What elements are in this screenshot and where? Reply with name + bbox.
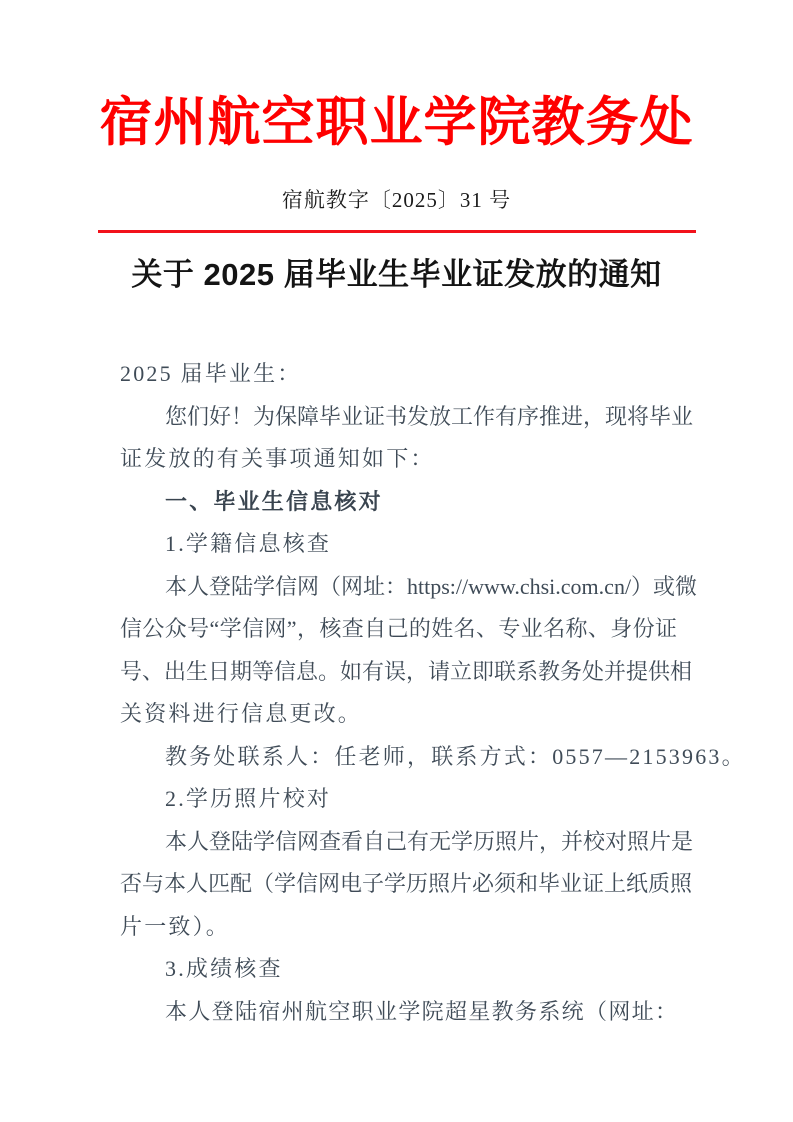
red-divider bbox=[98, 230, 696, 233]
body-line: 教务处联系人：任老师，联系方式：0557—2153963。 bbox=[165, 743, 746, 769]
body-line: 号、出生日期等信息。如有误，请立即联系教务处并提供相 bbox=[120, 658, 693, 684]
body-line: 一、毕业生信息核对 bbox=[165, 488, 383, 514]
body-line: 证发放的有关事项通知如下： bbox=[120, 446, 435, 471]
body-line: 您们好！为保障毕业证书发放工作有序推进，现将毕业 bbox=[165, 403, 694, 429]
body-line: 关资料进行信息更改。 bbox=[120, 701, 363, 726]
body-line: 否与本人匹配（学信网电子学历照片必须和毕业证上纸质照 bbox=[120, 871, 693, 896]
notice-title: 关于 2025 届毕业生毕业证发放的通知 bbox=[131, 257, 662, 292]
body-line: 2025 届毕业生： bbox=[120, 361, 302, 386]
document-body bbox=[120, 353, 746, 1033]
doc-number: 宿航教字〔2025〕31 号 bbox=[281, 188, 512, 212]
org-title: 宿州航空职业学院教务处 bbox=[99, 94, 694, 152]
body-line: 本人登陆学信网（网址：https://www.chsi.com.cn/）或微 bbox=[165, 573, 698, 599]
body-line: 信公众号“学信网”，核查自己的姓名、专业名称、身份证 bbox=[120, 616, 677, 641]
body-line: 片一致）。 bbox=[120, 913, 231, 939]
body-line: 本人登陆宿州航空职业学院超星教务系统（网址： bbox=[165, 998, 677, 1024]
body-line: 1.学籍信息核查 bbox=[165, 531, 332, 556]
body-line: 3.成绩核查 bbox=[165, 956, 283, 981]
body-line: 2.学历照片校对 bbox=[165, 786, 332, 811]
body-line: 本人登陆学信网查看自己有无学历照片，并校对照片是 bbox=[165, 828, 694, 854]
